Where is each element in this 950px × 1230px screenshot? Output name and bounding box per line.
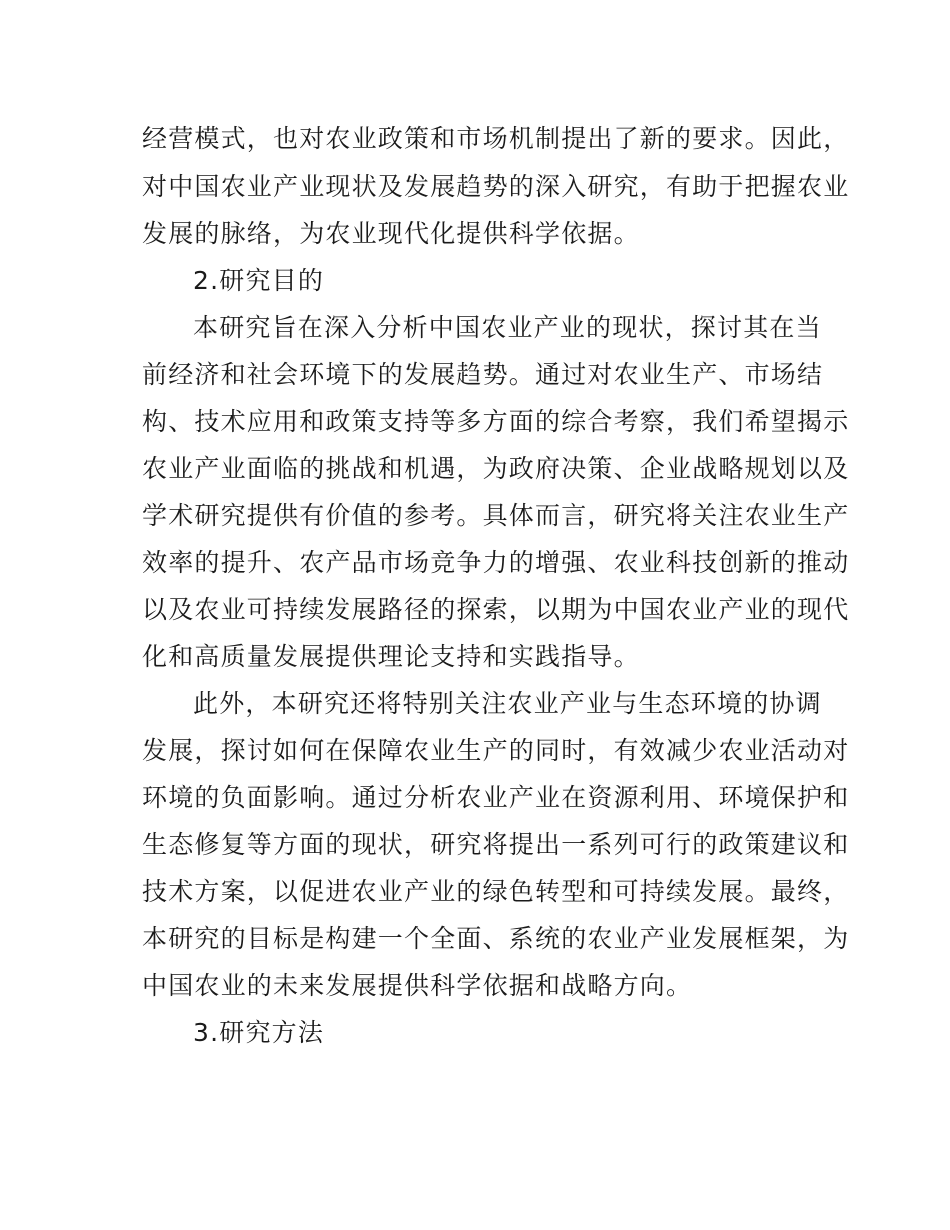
paragraph-line: 前经济和社会环境下的发展趋势。通过对农业生产、市场结 bbox=[142, 360, 824, 389]
paragraph-line: 发展，探讨如何在保障农业生产的同时，有效减少农业活动对 bbox=[142, 736, 850, 765]
paragraph-line: 农业产业面临的挑战和机遇，为政府决策、企业战略规划以及 bbox=[142, 454, 850, 483]
paragraph-line: 学术研究提供有价值的参考。具体而言，研究将关注农业生产 bbox=[142, 501, 850, 530]
paragraph-line: 本研究的目标是构建一个全面、系统的农业产业发展框架，为 bbox=[142, 924, 850, 953]
paragraph-line: 本研究旨在深入分析中国农业产业的现状，探讨其在当 bbox=[193, 313, 822, 342]
paragraph-line: 以及农业可持续发展路径的探索，以期为中国农业产业的现代 bbox=[142, 595, 850, 624]
paragraph-line: 环境的负面影响。通过分析农业产业在资源利用、环境保护和 bbox=[142, 783, 850, 812]
paragraph-line: 效率的提升、农产品市场竞争力的增强、农业科技创新的推动 bbox=[142, 548, 850, 577]
paragraph-line: 化和高质量发展提供理论支持和实践指导。 bbox=[142, 642, 640, 671]
paragraph-line: 生态修复等方面的现状，研究将提出一系列可行的政策建议和 bbox=[142, 830, 850, 859]
section-heading: 3.研究方法 bbox=[193, 1018, 325, 1047]
section-heading: 2.研究目的 bbox=[193, 266, 325, 295]
paragraph-line: 此外，本研究还将特别关注农业产业与生态环境的协调 bbox=[193, 689, 822, 718]
paragraph-line: 对中国农业产业现状及发展趋势的深入研究，有助于把握农业 bbox=[142, 172, 850, 201]
paragraph-line: 构、技术应用和政策支持等多方面的综合考察，我们希望揭示 bbox=[142, 407, 850, 436]
paragraph-line: 技术方案，以促进农业产业的绿色转型和可持续发展。最终， bbox=[142, 877, 850, 906]
paragraph-line: 发展的脉络，为农业现代化提供科学依据。 bbox=[142, 219, 640, 248]
paragraph-line: 经营模式，也对农业政策和市场机制提出了新的要求。因此， bbox=[142, 124, 850, 153]
paragraph-line: 中国农业的未来发展提供科学依据和战略方向。 bbox=[142, 971, 693, 1000]
